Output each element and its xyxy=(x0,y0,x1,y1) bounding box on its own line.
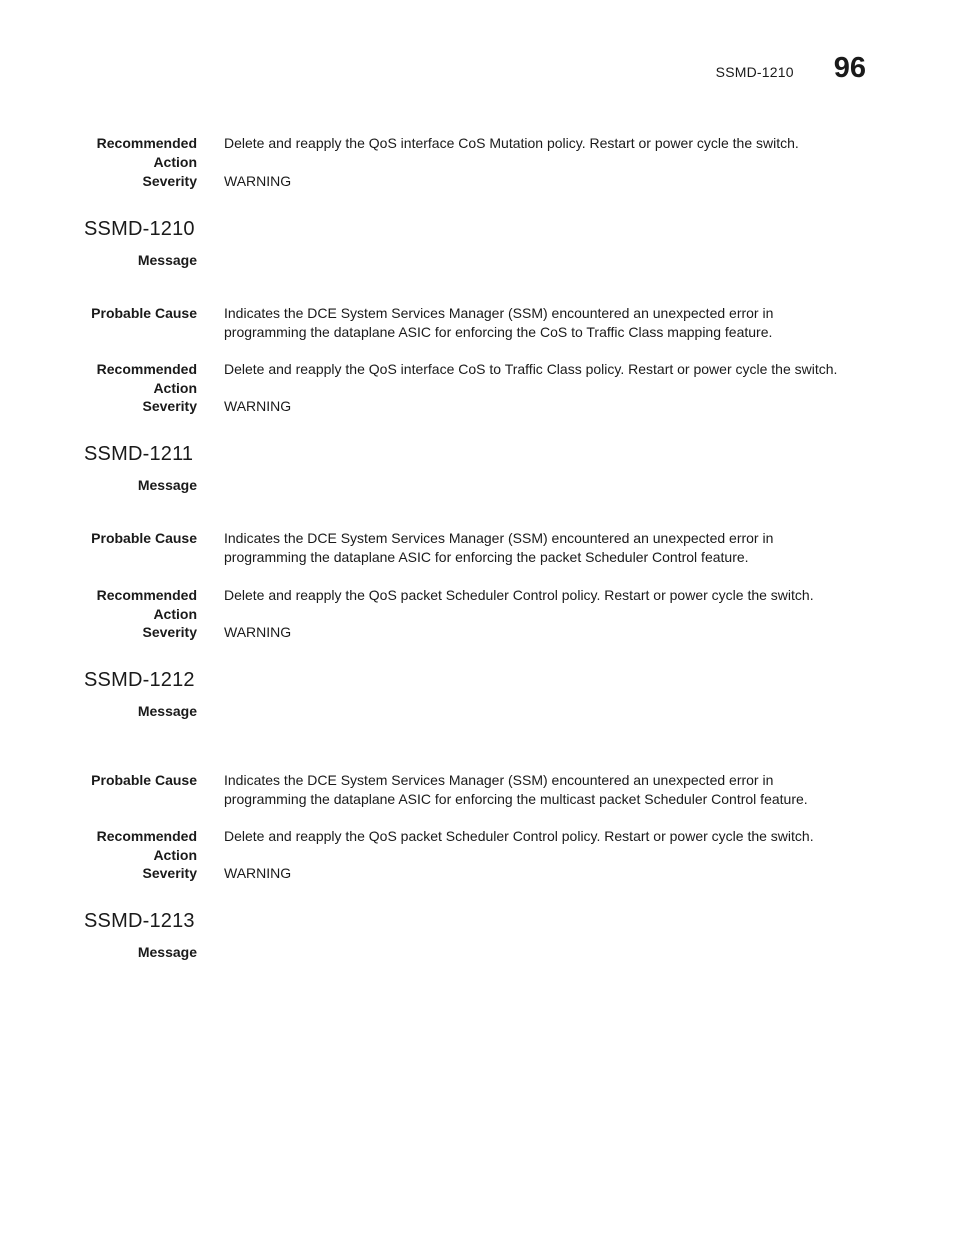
intro-severity-row xyxy=(0,172,954,191)
severity-row xyxy=(0,397,954,416)
probable-cause-label: Probable Cause xyxy=(91,772,197,788)
recommended-action-label: Recommended Action xyxy=(96,587,197,622)
probable-cause-row xyxy=(0,304,954,342)
section-title-ssmd-1210: SSMD-1210 xyxy=(84,218,195,240)
recommended-action-text: Delete and reapply the QoS interface CoS to Traffic Class policy. Restart or power cycle the switch. xyxy=(224,361,838,377)
probable-cause-row xyxy=(0,529,954,567)
recommended-action-label: Recommended Action xyxy=(96,361,197,396)
message-label: Message xyxy=(137,703,197,719)
recommended-action-text: Delete and reapply the QoS packet Scheduler Control policy. Restart or power cycle the switch. xyxy=(224,828,814,844)
probable-cause-row xyxy=(0,771,954,809)
message-text xyxy=(224,251,874,270)
recommended-action-text: Delete and reapply the QoS packet Scheduler Control policy. Restart or power cycle the switch. xyxy=(224,587,814,603)
message-label: Message xyxy=(137,944,197,960)
message-text xyxy=(224,702,874,721)
message-row xyxy=(0,476,954,495)
recommended-action-row xyxy=(0,586,954,622)
severity-label: Severity xyxy=(142,624,197,640)
severity-label: Severity xyxy=(142,398,197,414)
probable-cause-label: Probable Cause xyxy=(91,530,197,546)
header-chapter-number: 96 xyxy=(833,52,866,84)
probable-cause-text: Indicates the DCE System Services Manager (SSM) encountered an unexpected error in programming the dataplane ASIC for enforcing the packet Scheduler Control feature. xyxy=(224,530,774,565)
document-body xyxy=(0,134,954,962)
message-label: Message xyxy=(137,477,197,493)
probable-cause-label: Probable Cause xyxy=(91,305,197,321)
section-title-ssmd-1213: SSMD-1213 xyxy=(84,910,195,932)
severity-value: WARNING xyxy=(224,865,292,881)
recommended-action-label: Recommended Action xyxy=(96,135,197,170)
message-row xyxy=(0,702,954,721)
recommended-action-label: Recommended Action xyxy=(96,828,197,863)
message-text xyxy=(224,943,874,962)
severity-value: WARNING xyxy=(224,173,292,189)
severity-label: Severity xyxy=(142,865,197,881)
message-row xyxy=(0,251,954,270)
page-header xyxy=(716,52,866,85)
severity-row xyxy=(0,864,954,883)
recommended-action-row xyxy=(0,827,954,863)
probable-cause-text: Indicates the DCE System Services Manager (SSM) encountered an unexpected error in programming the dataplane ASIC for enforcing the multicast packet Scheduler Control feature. xyxy=(224,772,808,807)
message-row xyxy=(0,943,954,962)
severity-value: WARNING xyxy=(224,624,292,640)
recommended-action-row xyxy=(0,360,954,396)
severity-value: WARNING xyxy=(224,398,292,414)
severity-row xyxy=(0,623,954,642)
message-text xyxy=(224,476,874,495)
header-section-id: SSMD-1210 xyxy=(715,64,794,80)
section-title-ssmd-1212: SSMD-1212 xyxy=(84,669,195,691)
severity-label: Severity xyxy=(142,173,197,189)
recommended-action-text: Delete and reapply the QoS interface CoS Mutation policy. Restart or power cycle the switch. xyxy=(224,135,799,151)
message-label: Message xyxy=(137,252,197,268)
probable-cause-text: Indicates the DCE System Services Manager (SSM) encountered an unexpected error in programming the dataplane ASIC for enforcing the CoS to Traffic Class mapping feature. xyxy=(224,305,774,340)
section-title-ssmd-1211: SSMD-1211 xyxy=(84,443,194,465)
intro-recommended-action-row xyxy=(0,134,954,170)
